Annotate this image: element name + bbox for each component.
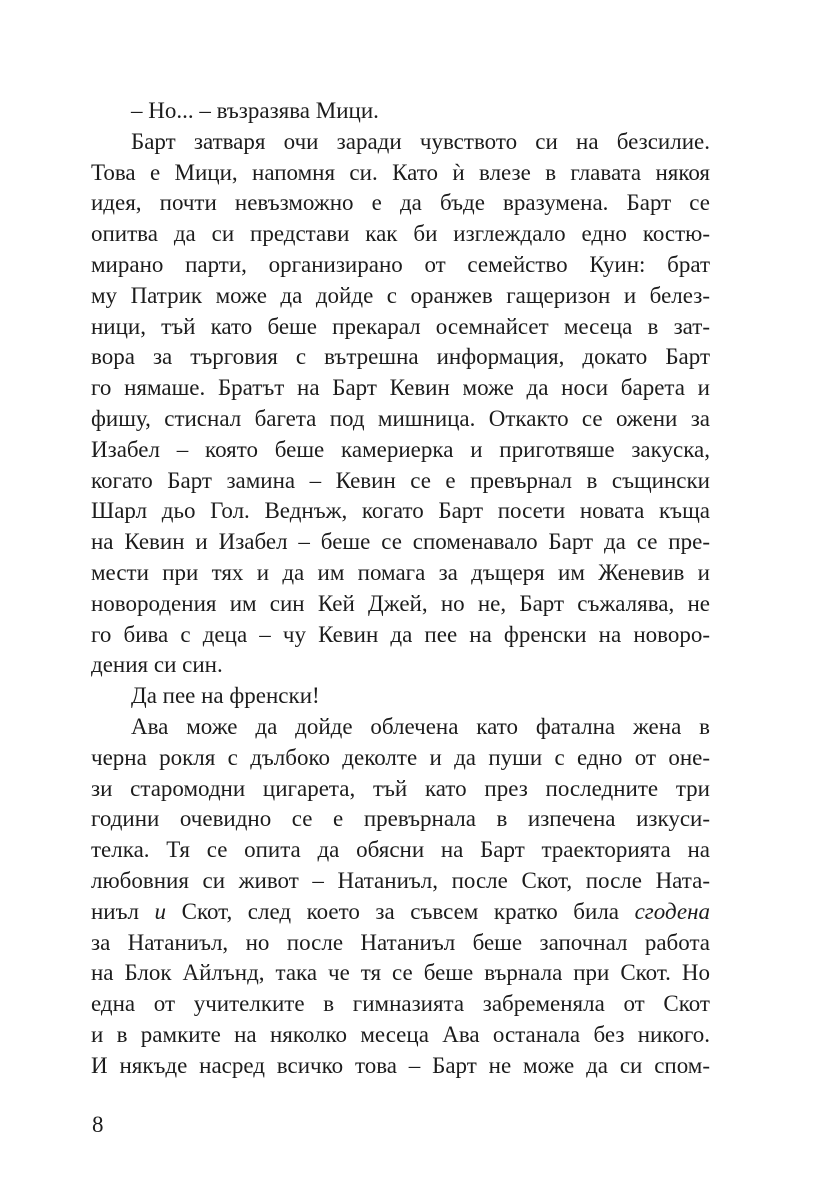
text-segment: ниъл [91,898,155,924]
text-segment: идея, почти невъзможно е да бъде вразумена. Барт се [91,190,710,216]
text-segment: зи старомодни цигарета, тъй като през последните три [91,775,710,801]
text-segment: на Кевин и Изабел – беше се споменавало Барт да се пре- [91,529,710,555]
text-segment: мирано парти, организирано от семейство Куин: брат [91,251,710,277]
text-line [91,527,710,558]
text-segment: Да пее на френски! [131,683,320,709]
text-segment: Шарл дьо Гол. Веднъж, когато Барт посети новата къща [91,498,710,524]
text-segment: вора за търговия с вътрешна информация, докато Барт [91,344,710,370]
text-line [91,774,710,805]
italic-text-segment: и [154,898,167,924]
text-segment: опитва да си представи как би изглеждало едно костю- [91,221,710,247]
text-segment: мести при тях и да им помага за дъщеря им Женевив и [91,559,710,585]
text-line [91,281,710,312]
text-segment: и в рамките на няколко месеца Ава останала без никого. [91,1021,710,1047]
text-segment: Скот, след което за съвсем кратко била [166,898,635,924]
text-segment: го нямаше. Братът на Барт Кевин може да носи барета и [91,375,710,401]
body-text [91,96,710,1082]
text-segment: го бива с деца – чу Кевин да пее на френски на новоро- [91,621,710,647]
text-line [91,743,710,774]
text-line [91,866,710,897]
text-segment: дения си син. [91,652,223,678]
text-segment: ници, тъй като беше прекарал осемнайсет месеца в зат- [91,313,710,339]
text-line [91,1020,710,1051]
text-segment: една от учителките в гимназията забременяла от Скот [91,991,710,1017]
text-line [91,188,710,219]
text-line [91,219,710,250]
text-segment: черна рокля с дълбоко деколте и да пуши с едно от оне- [91,744,710,770]
text-line [91,589,710,620]
text-line [91,312,710,343]
text-segment: когато Барт замина – Кевин се е превърнал в същински [91,467,710,493]
text-line [91,835,710,866]
text-line [91,804,710,835]
page-number: 8 [92,1112,104,1137]
text-line [91,342,710,373]
text-line [91,620,710,651]
text-segment: Изабел – която беше камериерка и приготвяше закуска, [91,436,710,462]
text-line [91,127,710,158]
text-line [91,158,710,189]
text-line [91,897,710,928]
text-segment: за Натаниъл, но после Натаниъл беше започнал работа [91,929,710,955]
text-line [91,466,710,497]
text-line [91,250,710,281]
text-segment: му Патрик може да дойде с оранжев гащеризон и белез- [91,282,710,308]
text-line [91,558,710,589]
text-segment: години очевидно се е превърнала в изпечена изкуси- [91,806,710,832]
text-line [91,435,710,466]
text-segment: И някъде насред всичко това – Барт не може да си спом- [91,1052,710,1078]
text-segment: Това е Мици, напомня си. Като ѝ влезе в главата някоя [91,159,710,185]
text-line [91,404,710,435]
text-line [91,96,710,127]
text-line [91,1051,710,1082]
text-segment: любовния си живот – Натаниъл, после Скот, после Ната- [91,867,710,893]
text-segment: новородения им син Кей Джей, но не, Барт съжалява, не [91,590,710,616]
text-segment: Барт затваря очи заради чувството си на безсилие. [131,128,710,154]
text-line [91,681,710,712]
italic-text-segment: сгодена [634,898,710,924]
text-line [91,496,710,527]
text-segment: телка. Тя се опита да обясни на Барт траекторията на [91,837,710,863]
text-line [91,650,710,681]
text-segment: фишу, стиснал багета под мишница. Откакто се ожени за [91,405,710,431]
text-segment: – Но... – възразява Мици. [131,98,379,123]
text-line [91,958,710,989]
text-line [91,712,710,743]
text-line [91,373,710,404]
text-segment: Ава може да дойде облечена като фатална жена в [131,713,710,739]
text-line [91,989,710,1020]
text-line [91,928,710,959]
text-segment: на Блок Айлънд, така че тя се беше върнала при Скот. Но [91,960,710,986]
